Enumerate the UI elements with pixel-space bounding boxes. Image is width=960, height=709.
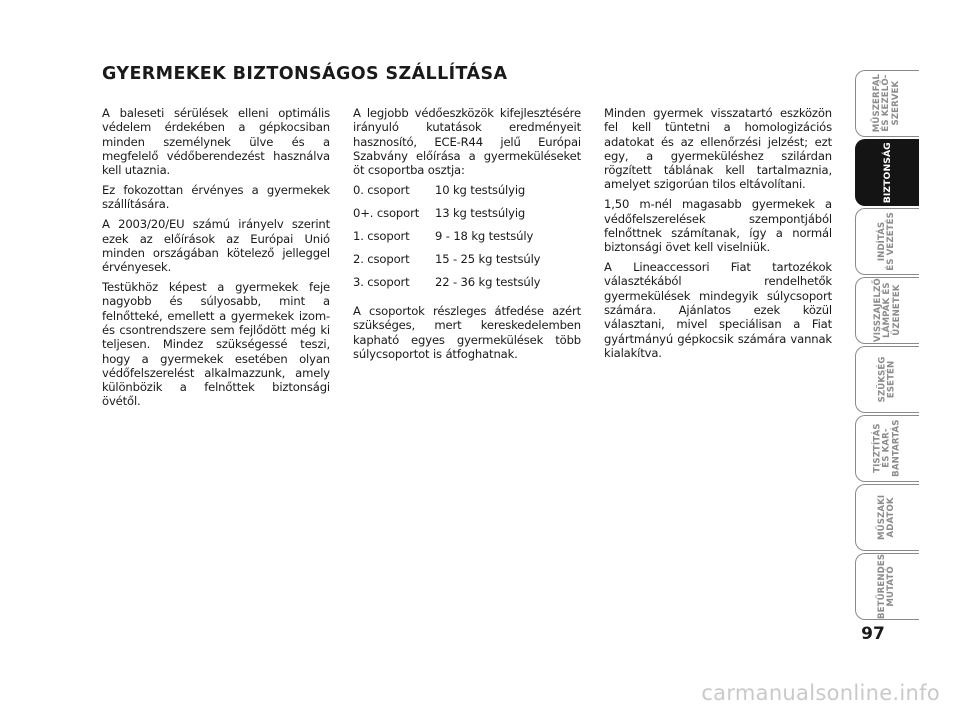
paragraph: 1,50 m-nél magasabb gyermekek a védőfelszerelések szempontjából felnőttnek számítanak, így a normál biztonsági övet kell viselniük.	[604, 197, 832, 255]
group-weight: 13 kg testsúlyig	[435, 206, 526, 221]
tab-label: MŰSZERFAL ÉS KEZELŐ- SZERVEK	[872, 74, 902, 133]
text-column-2	[353, 106, 581, 367]
table-row	[353, 206, 581, 229]
tab-index[interactable]	[855, 553, 919, 620]
paragraph: Minden gyermek visszatartó eszközön fel kell tüntetni a homologizációs adatokat és az ellenőrzési jelzést; ezt egy, a gyermeküléshez szilárdan rögzített táblának kell tartalmaznia, amelyet szigorúan tilos eltávolítani.	[604, 106, 832, 192]
watermark: carmanualsonline.info	[701, 681, 940, 705]
group-weight: 15 - 25 kg testsúly	[435, 252, 541, 267]
text-column-1	[102, 106, 330, 414]
paragraph: Ez fokozottan érvényes a gyermekek szállítására.	[102, 183, 330, 212]
weight-group-table	[353, 183, 581, 298]
tab-emergency[interactable]	[855, 346, 919, 413]
page-number: 97	[861, 624, 885, 644]
table-row	[353, 229, 581, 252]
tab-maintenance[interactable]	[855, 415, 919, 482]
tab-starting-driving[interactable]	[855, 208, 919, 275]
tab-label: SZÜKSÉG ESETÉN	[877, 356, 897, 403]
group-name: 3. csoport	[353, 275, 410, 290]
tab-label: INDÍTÁS ÉS VEZETÉS	[877, 212, 897, 271]
group-name: 0. csoport	[353, 183, 410, 198]
paragraph: A csoportok részleges átfedése azért szükséges, mert kereskedelemben kapható egyes gyermekülések több súlycsoportot is átfoghatnak.	[353, 304, 581, 361]
tab-instruments[interactable]	[855, 70, 919, 137]
group-weight: 10 kg testsúlyig	[435, 183, 526, 198]
paragraph: A 2003/20/EU számú irányelv szerint ezek az előírások az Európai Unió minden országában kötelező jelleggel érvényesek.	[102, 217, 330, 275]
tab-label: BIZTONSÁG	[881, 141, 893, 204]
page-title: GYERMEKEK BIZTONSÁGOS SZÁLLÍTÁSA	[102, 64, 508, 84]
paragraph: A baleseti sérülések elleni optimális védelem érdekében a gépkocsiban minden személynek ülve és a megfelelő védőberendezést használva kell utaznia.	[102, 106, 330, 178]
group-name: 2. csoport	[353, 252, 410, 267]
tab-label: TISZTÍTÁS ÉS KAR- BANTARTÁS	[872, 419, 902, 478]
group-name: 1. csoport	[353, 229, 410, 244]
group-name: 0+. csoport	[353, 206, 420, 221]
table-row	[353, 252, 581, 275]
tab-label: BETŰRENDES MUTATÓ	[877, 553, 897, 620]
tab-label: VISSZAJELZŐ LÁMPÁK ÉS ÜZENETEK	[872, 278, 902, 343]
paragraph: A Lineaccessori Fiat tartozékok választékából rendelhetők gyermekülések mindegyik súlycsoport számára. Ajánlatos ezek közül választani, mivel speciálisan a Fiat gyártmányú gépkocsik számára vannak kialakítva.	[604, 260, 832, 360]
paragraph: Testükhöz képest a gyermekek feje nagyobb és súlyosabb, mint a felnőtteké, emellett a gyermekek izom- és csontrendszere sem fejlődött még ki teljesen. Mindez szükségessé teszi, hogy a gyermekek esetében olyan védőfelszerelést alkalmazzunk, amely különbözik a felnőttek biztonsági övétől.	[102, 280, 330, 409]
text-column-3	[604, 106, 832, 366]
group-weight: 9 - 18 kg testsúly	[435, 229, 534, 244]
tab-label: MŰSZAKI ADATOK	[877, 494, 897, 541]
tab-safety[interactable]	[855, 139, 919, 206]
group-weight: 22 - 36 kg testsúly	[435, 275, 541, 290]
tab-technical-data[interactable]	[855, 484, 919, 551]
tab-warning-lights[interactable]	[855, 277, 919, 344]
table-row	[353, 275, 581, 298]
table-row	[353, 183, 581, 206]
paragraph: A legjobb védőeszközök kifejlesztésére irányuló kutatások eredményeit hasznosító, ECE-R44 jelű Európai Szabvány előírása a gyermeküléseket öt csoportba osztja:	[353, 106, 581, 178]
